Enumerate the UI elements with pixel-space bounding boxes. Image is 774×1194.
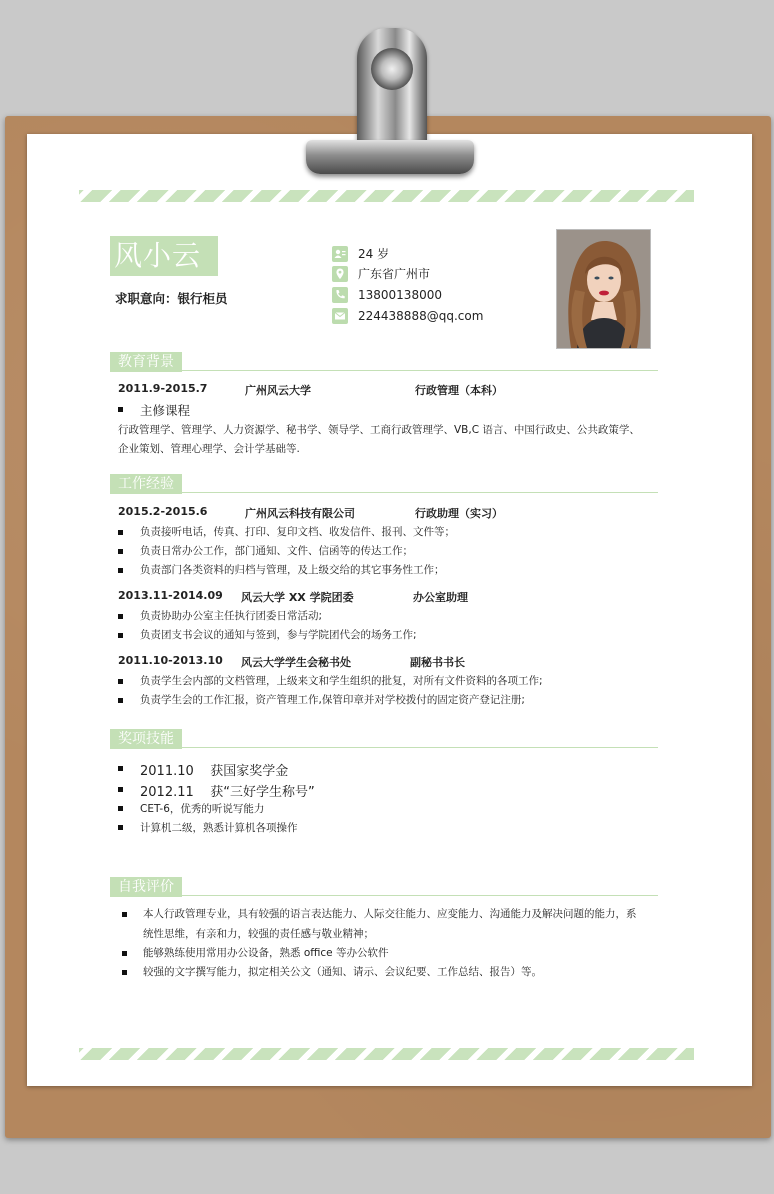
job-3-role: 副秘书书长 [410, 656, 465, 669]
bullet [118, 825, 123, 830]
section-title-education: 教育背景 [110, 352, 182, 372]
bullet [118, 766, 123, 771]
top-stripe-divider [79, 190, 694, 202]
phone-text: 13800138000 [358, 288, 442, 302]
clip-ring [371, 48, 413, 90]
section-line-self [110, 895, 658, 896]
job-1-org: 广州风云科技有限公司 [245, 507, 355, 520]
bottom-stripe-divider [79, 1048, 694, 1060]
section-title-work: 工作经验 [110, 474, 182, 494]
email-text: 224438888@qq.com [358, 309, 484, 323]
location-text: 广东省广州市 [358, 267, 431, 281]
self-item: 能够熟练使用常用办公设备，熟悉 office 等办公软件 [143, 947, 389, 959]
bullet [118, 679, 123, 684]
user-icon [332, 246, 348, 262]
bullet [118, 530, 123, 535]
award-item: 2012.11 获“三好学生称号” [140, 785, 315, 800]
job-3-org: 风云大学学生会秘书处 [241, 656, 351, 669]
award-item: 2011.10 获国家奖学金 [140, 764, 289, 779]
courses-line-1: 行政管理学、管理学、人力资源学、秘书学、领导学、工商行政管理学、VB,C 语言、中国行政史、公共政策学、 [118, 424, 640, 436]
self-item-line-2: 统性思维，有亲和力，较强的责任感与敬业精神； [143, 928, 374, 940]
job-3-period: 2011.10-2013.10 [118, 654, 223, 667]
job-2-item: 负责团支书会议的通知与签到，参与学院团代会的场务工作; [140, 629, 417, 641]
email-icon [332, 308, 348, 324]
section-line-education [110, 370, 658, 371]
bullet [122, 912, 127, 917]
bullet [118, 568, 123, 573]
course-label: 主修课程 [140, 403, 191, 418]
job-3-item: 负责学生会的工作汇报，资产管理工作,保管印章并对学校拨付的固定资产登记注册; [140, 694, 525, 706]
job-2-item: 负责协助办公室主任执行团委日常活动; [140, 610, 323, 622]
job-1-item: 负责日常办公工作，部门通知、文件、信函等的传达工作； [140, 545, 413, 557]
job-1-role: 行政助理（实习） [415, 507, 503, 520]
bullet [118, 787, 123, 792]
self-item-line-1: 本人行政管理专业，具有较强的语言表达能力、人际交往能力、应变能力、沟通能力及解决问题的能力，系 [143, 908, 637, 920]
section-title-self: 自我评价 [110, 877, 182, 897]
award-item: CET-6，优秀的听说写能力 [140, 803, 265, 815]
job-2-org: 风云大学 XX 学院团委 [241, 591, 354, 604]
phone-icon [332, 287, 348, 303]
bullet [118, 407, 123, 412]
job-2-role: 办公室助理 [413, 591, 468, 604]
bullet [122, 951, 127, 956]
edu-major: 行政管理（本科） [415, 384, 503, 397]
section-line-work [110, 492, 658, 493]
job-1-item: 负责部门各类资料的归档与管理，及上级交给的其它事务性工作； [140, 564, 445, 576]
bullet [118, 698, 123, 703]
section-line-awards [110, 747, 658, 748]
self-item: 较强的文字撰写能力，拟定相关公文（通知、请示、会议纪要、工作总结、报告）等。 [143, 966, 542, 978]
award-item: 计算机二级，熟悉计算机各项操作 [140, 822, 298, 834]
job-1-item: 负责接听电话，传真、打印、复印文档、收发信件、报刊、文件等； [140, 526, 455, 538]
bullet [118, 614, 123, 619]
edu-period: 2011.9-2015.7 [118, 382, 208, 395]
profile-photo [556, 229, 651, 349]
clip-base [306, 140, 474, 174]
job-1-period: 2015.2-2015.6 [118, 505, 208, 518]
bullet [118, 633, 123, 638]
age-text: 24 岁 [358, 247, 390, 261]
bullet [118, 549, 123, 554]
edu-school: 广州风云大学 [245, 384, 311, 397]
section-title-awards: 奖项技能 [110, 729, 182, 749]
job-3-item: 负责学生会内部的文档管理，上级来文和学生组织的批复，对所有文件资料的各项工作; [140, 675, 543, 687]
candidate-name: 风小云 [110, 236, 218, 276]
bullet [122, 970, 127, 975]
courses-line-2: 企业策划、管理心理学、会计学基础等. [118, 443, 300, 455]
location-icon [332, 266, 348, 282]
job-objective: 求职意向：银行柜员 [115, 291, 228, 306]
job-2-period: 2013.11-2014.09 [118, 589, 223, 602]
bullet [118, 806, 123, 811]
